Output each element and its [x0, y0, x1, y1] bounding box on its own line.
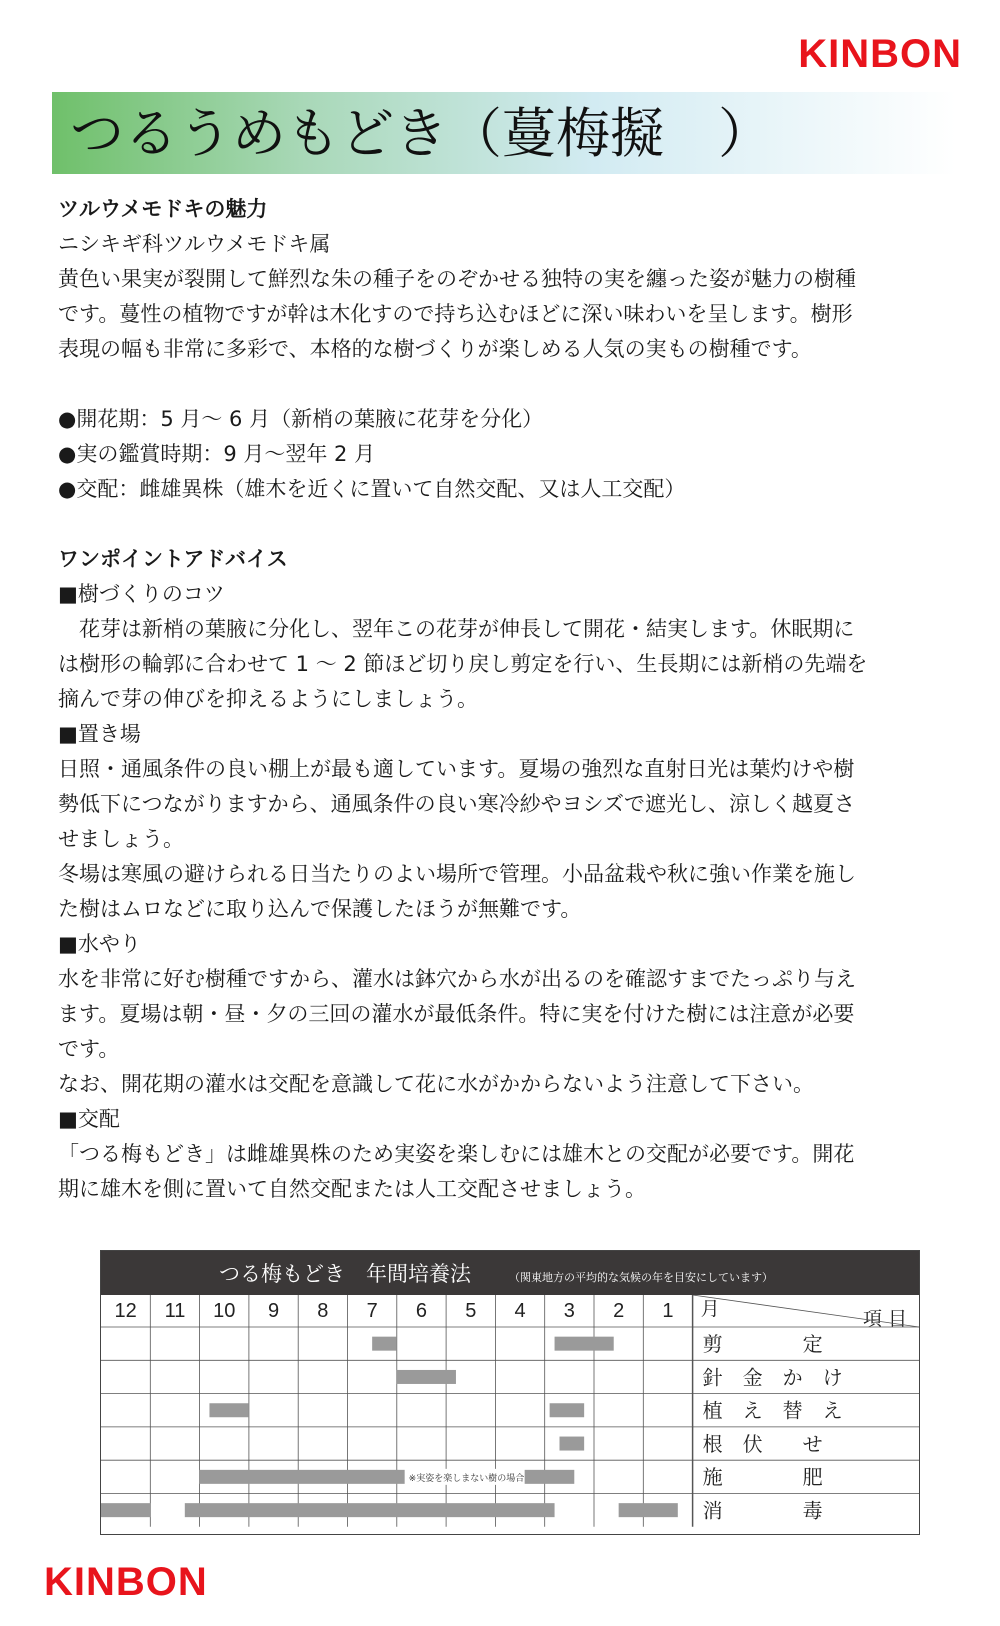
row-label: 剪 定	[702, 1332, 823, 1356]
section-line: 勢低下につながりますから、通風条件の良い寒冷紗やヨシズで遮光し、涼しく越夏さ	[58, 792, 855, 816]
month-label: 8	[317, 1300, 329, 1322]
month-label: 9	[267, 1300, 280, 1322]
section-line: なお、開花期の灌水は交配を意識して花に水がかからないよう注意して下さい。	[58, 1072, 814, 1096]
cultivation-calendar	[100, 1250, 920, 1535]
section-line: は樹形の輪郭に合わせて 1 〜 2 節ほど切り戻し剪定を行い、生長期には新梢の先端を	[58, 652, 868, 676]
section-line: 「つる梅もどき」は雌雄異株のため実姿を楽しむには雄木との交配が必要です。開花	[58, 1142, 855, 1166]
schedule-bar	[101, 1503, 150, 1517]
schedule-bar	[209, 1403, 248, 1417]
row-label: 施 肥	[702, 1465, 823, 1490]
section-line: 期に雄木を側に置いて自然交配または人工交配させましょう。	[58, 1177, 646, 1201]
section-line: た樹はムロなどに取り込んで保護したほうが無難です。	[58, 897, 582, 921]
advice-heading: ワンポイントアドバイス	[58, 547, 288, 571]
month-label: 6	[415, 1300, 428, 1322]
month-label: 11	[164, 1300, 186, 1322]
section-line: です。	[58, 1037, 120, 1061]
month-label: 10	[213, 1300, 236, 1322]
section-title: ■交配	[58, 1107, 120, 1131]
section-line: 花芽は新梢の葉腋に分化し、翌年この花芽が伸長して開花・結実します。休眠期に	[79, 617, 855, 641]
schedule-bar	[372, 1337, 397, 1351]
month-label: 5	[465, 1300, 477, 1322]
section-line: せましょう。	[58, 827, 184, 851]
calendar-note: （関東地方の平均的な気候の年を目安にしています）	[509, 1271, 773, 1284]
section-line: 日照・通風条件の良い棚上が最も適しています。夏場の強烈な直射日光は葉灼けや樹	[58, 757, 855, 781]
month-label: 1	[662, 1300, 674, 1322]
brand-logo-bottom: KINBON	[44, 1560, 208, 1604]
calendar-grid	[101, 1295, 919, 1534]
row-label: 根 伏 せ	[702, 1431, 823, 1456]
schedule-bar	[559, 1437, 584, 1451]
bar-note: ※実姿を楽しまない樹の場合	[408, 1473, 525, 1484]
schedule-bar	[619, 1503, 678, 1517]
section-title: ■樹づくりのコツ	[58, 582, 225, 606]
intro-family: ニシキギ科ツルウメモドキ属	[58, 232, 331, 256]
month-header-label: 月	[700, 1298, 720, 1320]
section-line: 水を非常に好む樹種ですから、灌水は鉢穴から水が出るのを確認すまでたっぷり与え	[58, 967, 856, 991]
row-label: 針 金 か け	[702, 1365, 843, 1390]
section-line: 冬場は寒風の避けられる日当たりのよい場所で管理。小品盆栽や秋に強い作業を施し	[58, 862, 856, 886]
main-content	[58, 192, 958, 1207]
page-title: つるうめもどき（蔓梅擬 ）	[70, 102, 772, 165]
schedule-bar	[555, 1337, 614, 1351]
section-line: ます。夏場は朝・昼・夕の三回の灌水が最低条件。特に実を付けた樹には注意が必要	[58, 1002, 855, 1026]
month-label: 12	[114, 1300, 137, 1322]
intro-line: です。蔓性の植物ですが幹は木化すので持ち込むほどに深い味わいを呈します。樹形	[58, 302, 853, 326]
item-header-label: 項 目	[862, 1308, 907, 1330]
intro-heading: ツルウメモドキの魅力	[58, 197, 268, 221]
fact-bloom: ●開花期：5 月〜 6 月（新梢の葉腋に花芽を分化）	[58, 407, 544, 431]
section-line: 摘んで芽の伸びを抑えるようにしましょう。	[58, 687, 478, 711]
calendar-header	[101, 1251, 919, 1295]
brand-logo-top: KINBON	[798, 32, 962, 76]
fact-fruit: ●実の鑑賞時期：9 月〜翌年 2 月	[58, 442, 376, 466]
month-label: 4	[514, 1300, 526, 1322]
month-label: 2	[613, 1300, 625, 1322]
intro-line: 黄色い果実が裂開して鮮烈な朱の種子をのぞかせる独特の実を纏った姿が魅力の樹種	[58, 267, 856, 291]
intro-line: 表現の幅も非常に多彩で、本格的な樹づくりが楽しめる人気の実もの樹種です。	[58, 337, 812, 361]
month-label: 3	[563, 1300, 575, 1322]
schedule-bar	[185, 1503, 555, 1517]
schedule-bar	[397, 1370, 456, 1384]
row-label: 植 え 替 え	[702, 1398, 843, 1423]
row-label: 消 毒	[702, 1498, 823, 1523]
month-label: 7	[366, 1300, 378, 1322]
calendar-title: つる梅もどき 年間培養法	[219, 1262, 471, 1286]
fact-pollination: ●交配：雌雄異株（雄木を近くに置いて自然交配、又は人工交配）	[58, 477, 686, 501]
section-title: ■水やり	[58, 932, 141, 956]
section-title: ■置き場	[58, 722, 141, 746]
schedule-bar	[550, 1403, 585, 1417]
